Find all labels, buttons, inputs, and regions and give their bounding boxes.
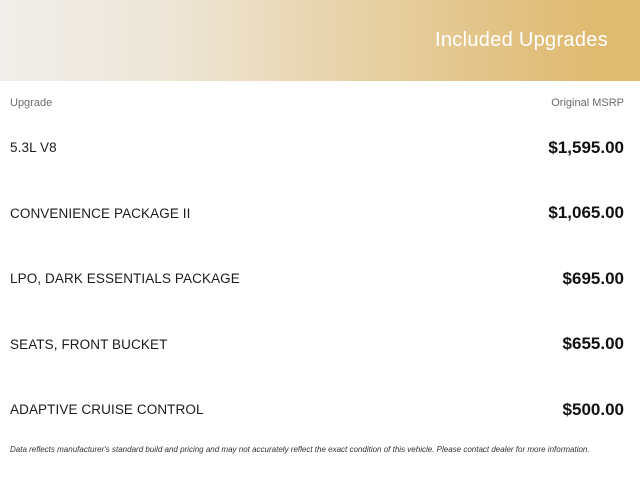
table-row xyxy=(0,246,640,312)
upgrade-msrp: $695.00 xyxy=(562,268,624,288)
upgrade-name: SEATS, FRONT BUCKET xyxy=(10,336,168,352)
column-header-msrp: Original MSRP xyxy=(551,97,624,109)
upgrades-table xyxy=(0,115,640,443)
upgrade-msrp: $1,065.00 xyxy=(548,203,624,223)
upgrade-name: CONVENIENCE PACKAGE II xyxy=(10,205,191,221)
table-row xyxy=(0,377,640,443)
upgrade-name: LPO, DARK ESSENTIALS PACKAGE xyxy=(10,271,240,287)
upgrade-msrp: $655.00 xyxy=(562,334,624,354)
banner xyxy=(0,0,640,81)
upgrade-msrp: $1,595.00 xyxy=(548,137,624,157)
table-header-row xyxy=(0,81,640,110)
upgrade-name: ADAPTIVE CRUISE CONTROL xyxy=(10,402,204,418)
panel-title: Included Upgrades xyxy=(435,29,608,51)
table-row xyxy=(0,312,640,378)
disclaimer-text: Data reflects manufacturer's standard build and pricing and may not accurately reflect the exact condition of this vehicle. Please contact dealer for more information. xyxy=(10,444,590,454)
upgrade-name: 5.3L V8 xyxy=(10,140,57,156)
column-header-upgrade: Upgrade xyxy=(10,97,53,109)
table-row xyxy=(0,115,640,181)
upgrade-msrp: $500.00 xyxy=(562,399,624,419)
footer xyxy=(0,443,640,456)
table-row xyxy=(0,181,640,247)
